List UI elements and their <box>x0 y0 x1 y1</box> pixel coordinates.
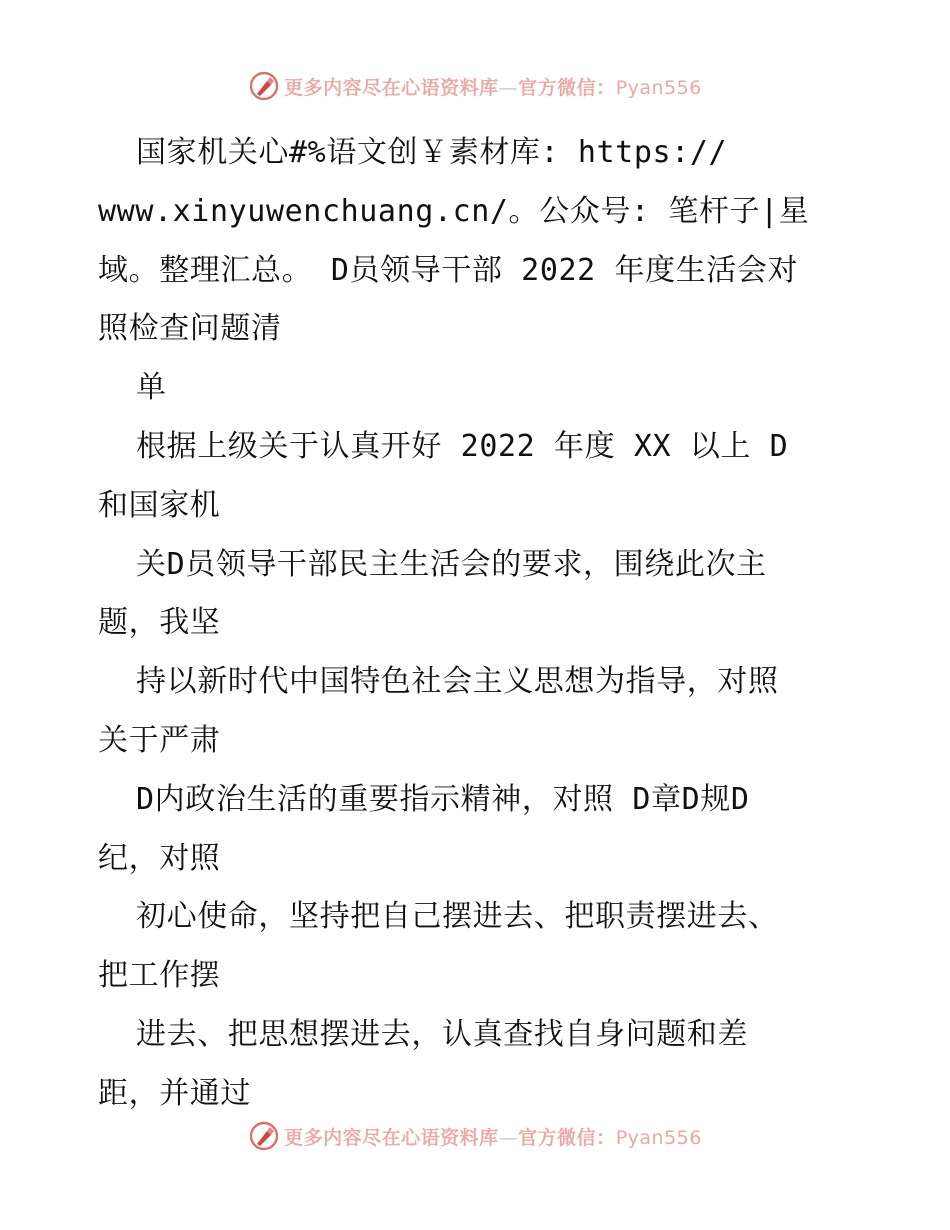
text-line: 距，并通过 <box>98 1075 251 1111</box>
pen-nib-logo-icon <box>248 70 280 102</box>
header-watermark <box>0 70 950 102</box>
text-line: D内政治生活的重要指示精神，对照 D章D规D <box>136 781 750 817</box>
text-line: 关D员领导干部民主生活会的要求，围绕此次主 <box>136 546 767 582</box>
text-line: 单 <box>136 370 167 406</box>
footer-watermark <box>0 1120 950 1152</box>
text-line: 国家机关心#%语文创￥素材库: https:// <box>136 135 728 170</box>
text-line: 持以新时代中国特色社会主义思想为指导，对照 <box>136 664 779 700</box>
document-body <box>98 124 858 1124</box>
watermark-text: 更多内容尽在心语资料库—官方微信：Pyan556 <box>284 1126 702 1149</box>
text-line: 初心使命，坚持把自己摆进去、把职责摆进去、 <box>136 899 779 935</box>
text-line: 根据上级关于认真开好 2022 年度 XX 以上 D <box>136 428 789 464</box>
text-line: www.xinyuwenchuang.cn/。公众号: 笔杆子|星 <box>98 193 810 229</box>
text-line: 关于严肃 <box>98 722 221 758</box>
text-line: 照检查问题清 <box>98 311 282 347</box>
text-line: 和国家机 <box>98 487 221 523</box>
watermark-text: 更多内容尽在心语资料库—官方微信：Pyan556 <box>284 76 702 99</box>
text-line: 题，我坚 <box>98 605 221 641</box>
text-line: 域。整理汇总。 D员领导干部 2022 年度生活会对 <box>98 252 799 288</box>
text-line: 纪，对照 <box>98 840 221 876</box>
pen-nib-logo-icon <box>248 1120 280 1152</box>
text-line: 把工作摆 <box>98 958 221 994</box>
text-line: 进去、把思想摆进去，认真查找自身问题和差 <box>136 1016 748 1052</box>
